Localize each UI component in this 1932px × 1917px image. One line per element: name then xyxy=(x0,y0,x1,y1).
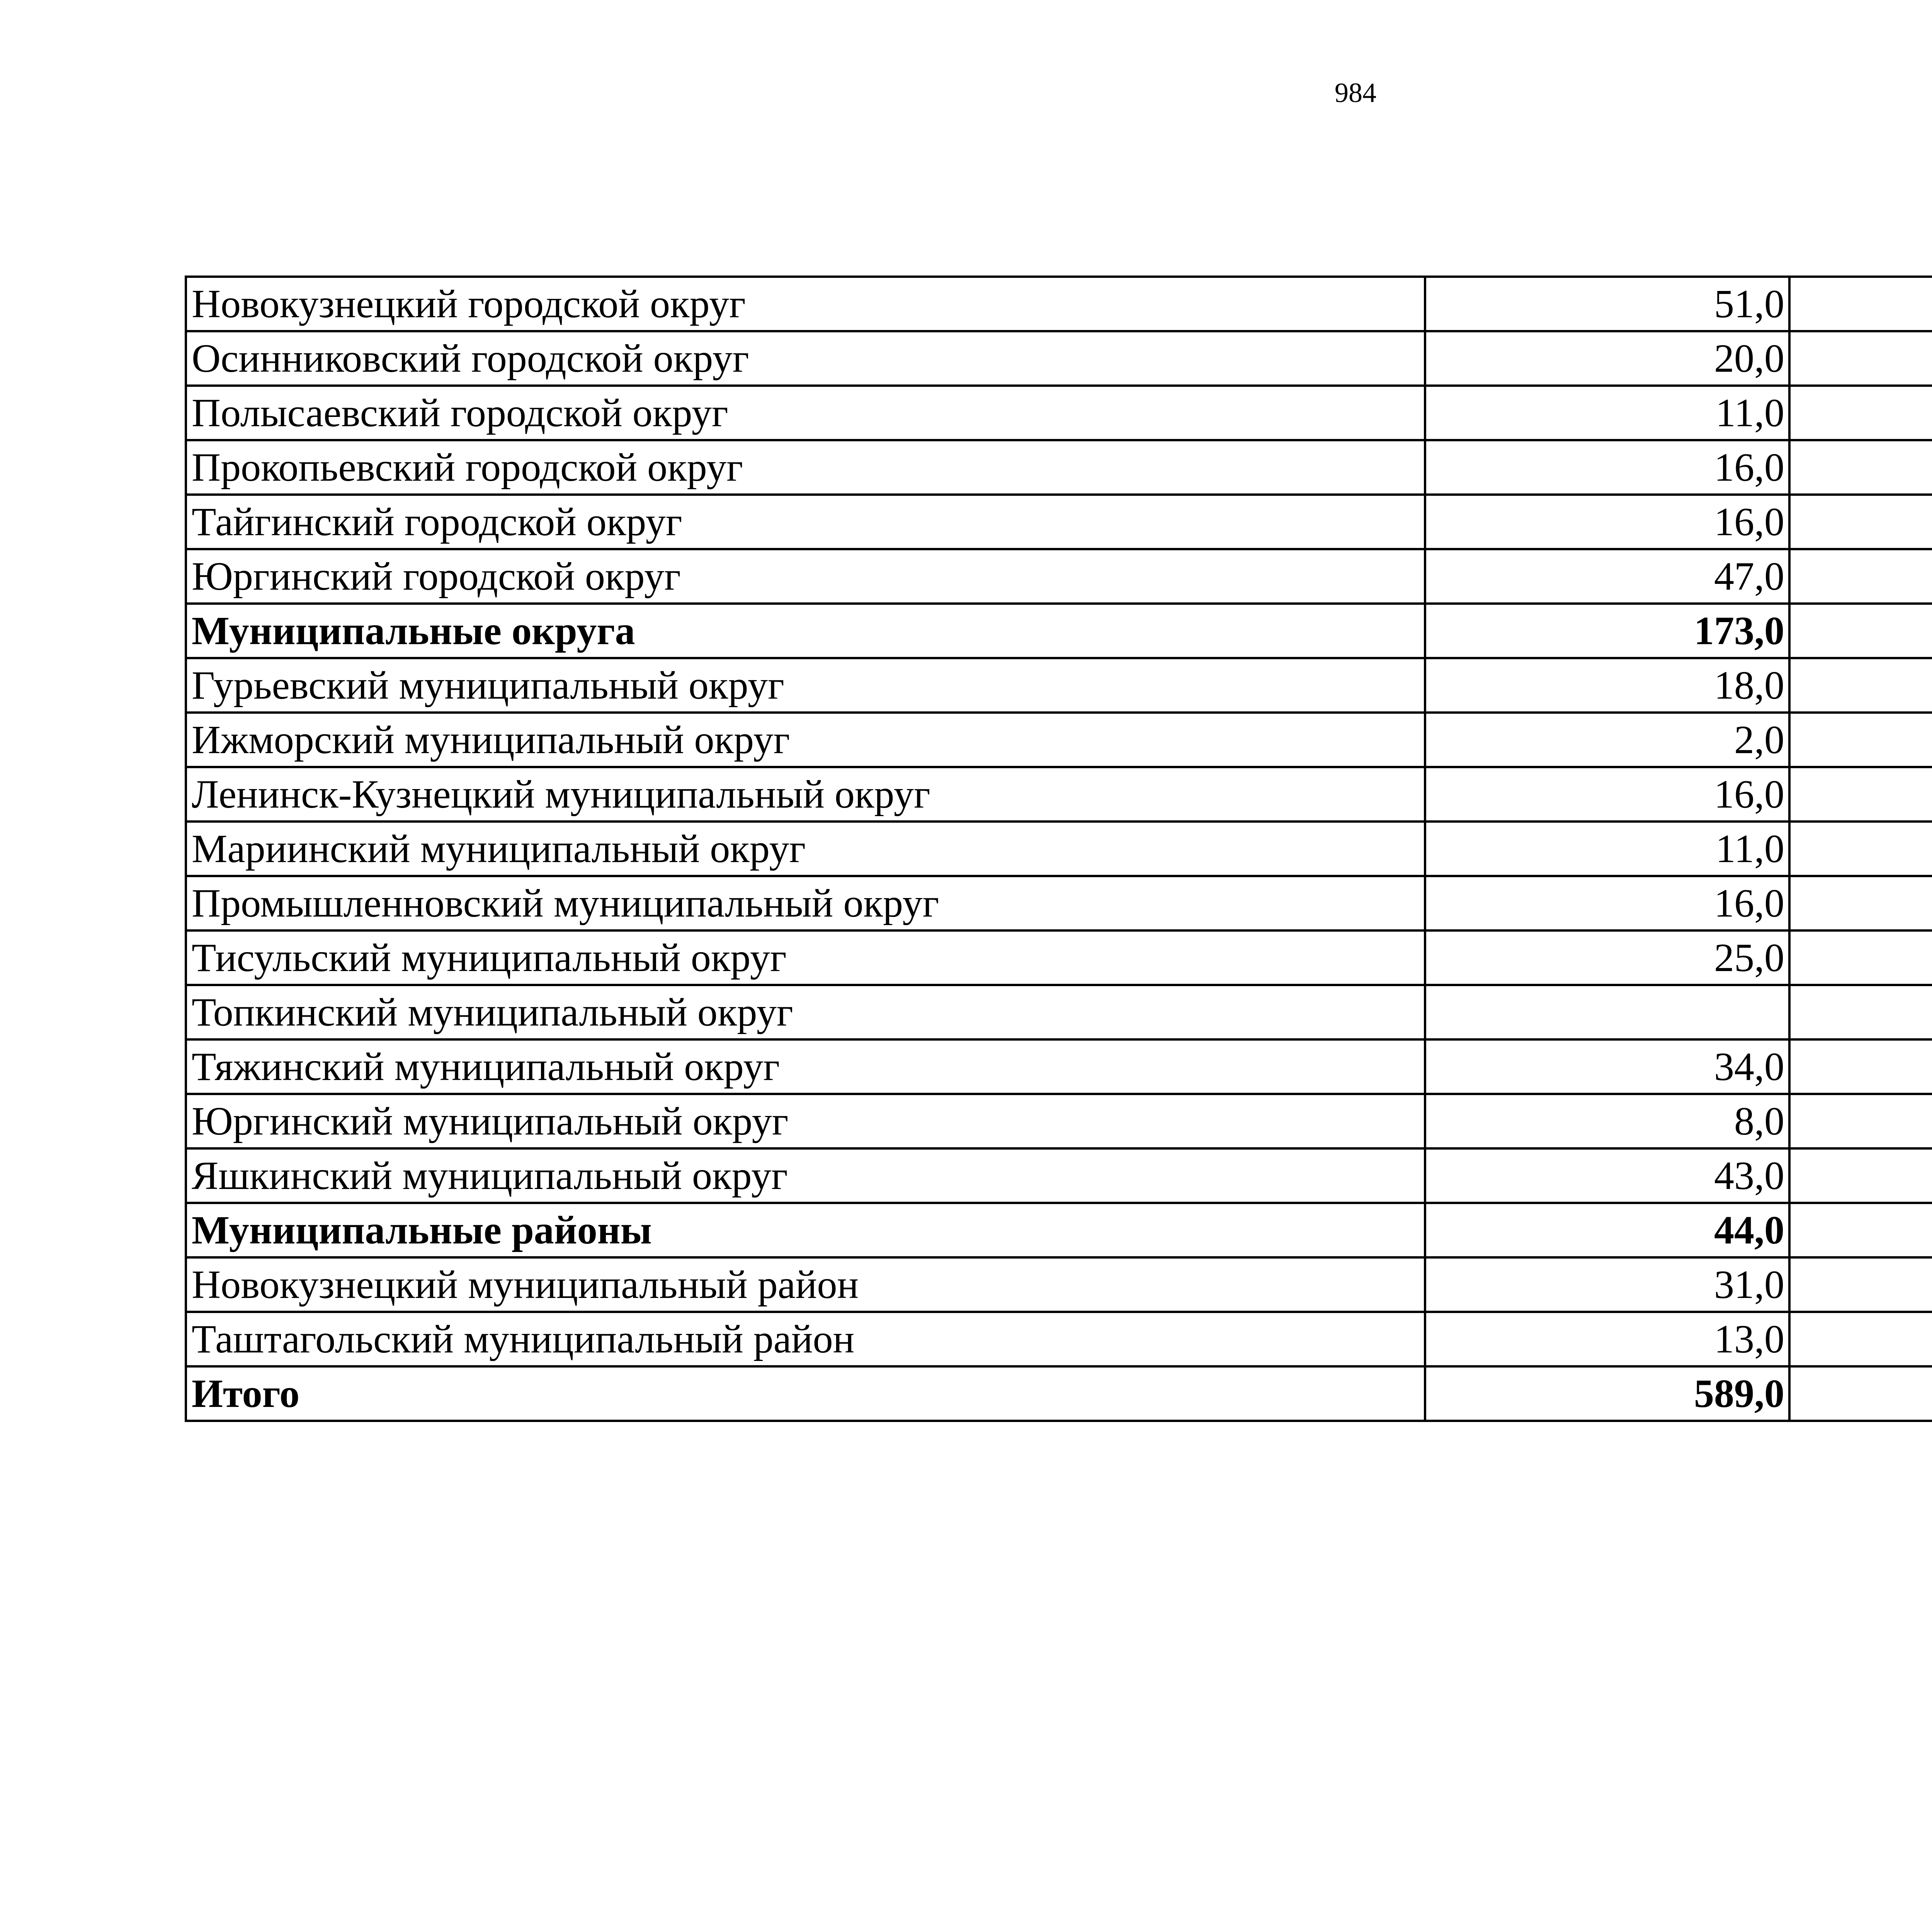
table-row xyxy=(186,386,1932,440)
row-name-cell: Тисульский муниципальный округ xyxy=(186,930,1425,985)
value-cell-1: 13,0 xyxy=(1425,1312,1789,1366)
row-name-cell: Осинниковский городской округ xyxy=(186,331,1425,386)
value-cell-2 xyxy=(1789,1039,1932,1094)
value-cell-2 xyxy=(1789,1148,1932,1203)
table-body xyxy=(186,277,1932,1421)
value-cell-2 xyxy=(1789,440,1932,495)
value-cell-1: 16,0 xyxy=(1425,440,1789,495)
row-name-cell: Промышленновский муниципальный округ xyxy=(186,876,1425,930)
table-row xyxy=(186,495,1932,549)
value-cell-2 xyxy=(1789,1366,1932,1421)
value-cell-1: 11,0 xyxy=(1425,822,1789,876)
row-name-cell: Юргинский городской округ xyxy=(186,549,1425,604)
table-row xyxy=(186,930,1932,985)
table-row xyxy=(186,604,1932,658)
value-cell-1: 16,0 xyxy=(1425,495,1789,549)
table-row xyxy=(186,767,1932,822)
value-cell-1: 2,0 xyxy=(1425,713,1789,767)
table-row xyxy=(186,1094,1932,1148)
row-name-cell: Прокопьевский городской округ xyxy=(186,440,1425,495)
value-cell-1: 25,0 xyxy=(1425,930,1789,985)
row-name-cell: Топкинский муниципальный округ xyxy=(186,985,1425,1039)
table-row xyxy=(186,1039,1932,1094)
value-cell-1: 173,0 xyxy=(1425,604,1789,658)
row-name-cell: Тайгинский городской округ xyxy=(186,495,1425,549)
value-cell-2 xyxy=(1789,331,1932,386)
row-name-cell: Мариинский муниципальный округ xyxy=(186,822,1425,876)
row-name-cell: Итого xyxy=(186,1366,1425,1421)
value-cell-2 xyxy=(1789,1094,1932,1148)
table-row xyxy=(186,1366,1932,1421)
table-row xyxy=(186,440,1932,495)
table-row xyxy=(186,876,1932,930)
table-row xyxy=(186,549,1932,604)
value-cell-1: 20,0 xyxy=(1425,331,1789,386)
value-cell-2 xyxy=(1789,604,1932,658)
row-name-cell: Ижморский муниципальный округ xyxy=(186,713,1425,767)
value-cell-1: 31,0 xyxy=(1425,1257,1789,1312)
value-cell-2 xyxy=(1789,386,1932,440)
row-name-cell: Новокузнецкий городской округ xyxy=(186,277,1425,331)
value-cell-2 xyxy=(1789,985,1932,1039)
value-cell-2 xyxy=(1789,1257,1932,1312)
value-cell-2 xyxy=(1789,1312,1932,1366)
value-cell-1: 34,0 xyxy=(1425,1039,1789,1094)
value-cell-1: 18,0 xyxy=(1425,658,1789,713)
table-row xyxy=(186,822,1932,876)
value-cell-2 xyxy=(1789,1203,1932,1257)
data-table xyxy=(185,276,1932,1422)
row-name-cell: Гурьевский муниципальный округ xyxy=(186,658,1425,713)
value-cell-1: 16,0 xyxy=(1425,767,1789,822)
value-cell-1: 44,0 xyxy=(1425,1203,1789,1257)
value-cell-1: 47,0 xyxy=(1425,549,1789,604)
row-name-cell: Таштагольский муниципальный район xyxy=(186,1312,1425,1366)
row-name-cell: Ленинск-Кузнецкий муниципальный округ xyxy=(186,767,1425,822)
value-cell-2 xyxy=(1789,658,1932,713)
page-number: 984 xyxy=(1335,77,1376,108)
value-cell-2 xyxy=(1789,930,1932,985)
table-row xyxy=(186,331,1932,386)
table-row xyxy=(186,713,1932,767)
table-row xyxy=(186,1148,1932,1203)
value-cell-1: 8,0 xyxy=(1425,1094,1789,1148)
value-cell-1 xyxy=(1425,985,1789,1039)
row-name-cell: Тяжинский муниципальный округ xyxy=(186,1039,1425,1094)
table-row xyxy=(186,1203,1932,1257)
row-name-cell: Юргинский муниципальный округ xyxy=(186,1094,1425,1148)
value-cell-1: 589,0 xyxy=(1425,1366,1789,1421)
value-cell-2 xyxy=(1789,549,1932,604)
table-row xyxy=(186,985,1932,1039)
table-row xyxy=(186,1257,1932,1312)
row-name-cell: Полысаевский городской округ xyxy=(186,386,1425,440)
value-cell-1: 11,0 xyxy=(1425,386,1789,440)
value-cell-1: 16,0 xyxy=(1425,876,1789,930)
value-cell-2 xyxy=(1789,876,1932,930)
table-row xyxy=(186,658,1932,713)
value-cell-2 xyxy=(1789,495,1932,549)
row-name-cell: Муниципальные округа xyxy=(186,604,1425,658)
value-cell-2 xyxy=(1789,822,1932,876)
row-name-cell: Яшкинский муниципальный округ xyxy=(186,1148,1425,1203)
value-cell-1: 43,0 xyxy=(1425,1148,1789,1203)
row-name-cell: Муниципальные районы xyxy=(186,1203,1425,1257)
row-name-cell: Новокузнецкий муниципальный район xyxy=(186,1257,1425,1312)
value-cell-2 xyxy=(1789,277,1932,331)
value-cell-2 xyxy=(1789,767,1932,822)
table-row xyxy=(186,1312,1932,1366)
value-cell-2 xyxy=(1789,713,1932,767)
table-row xyxy=(186,277,1932,331)
value-cell-1: 51,0 xyxy=(1425,277,1789,331)
